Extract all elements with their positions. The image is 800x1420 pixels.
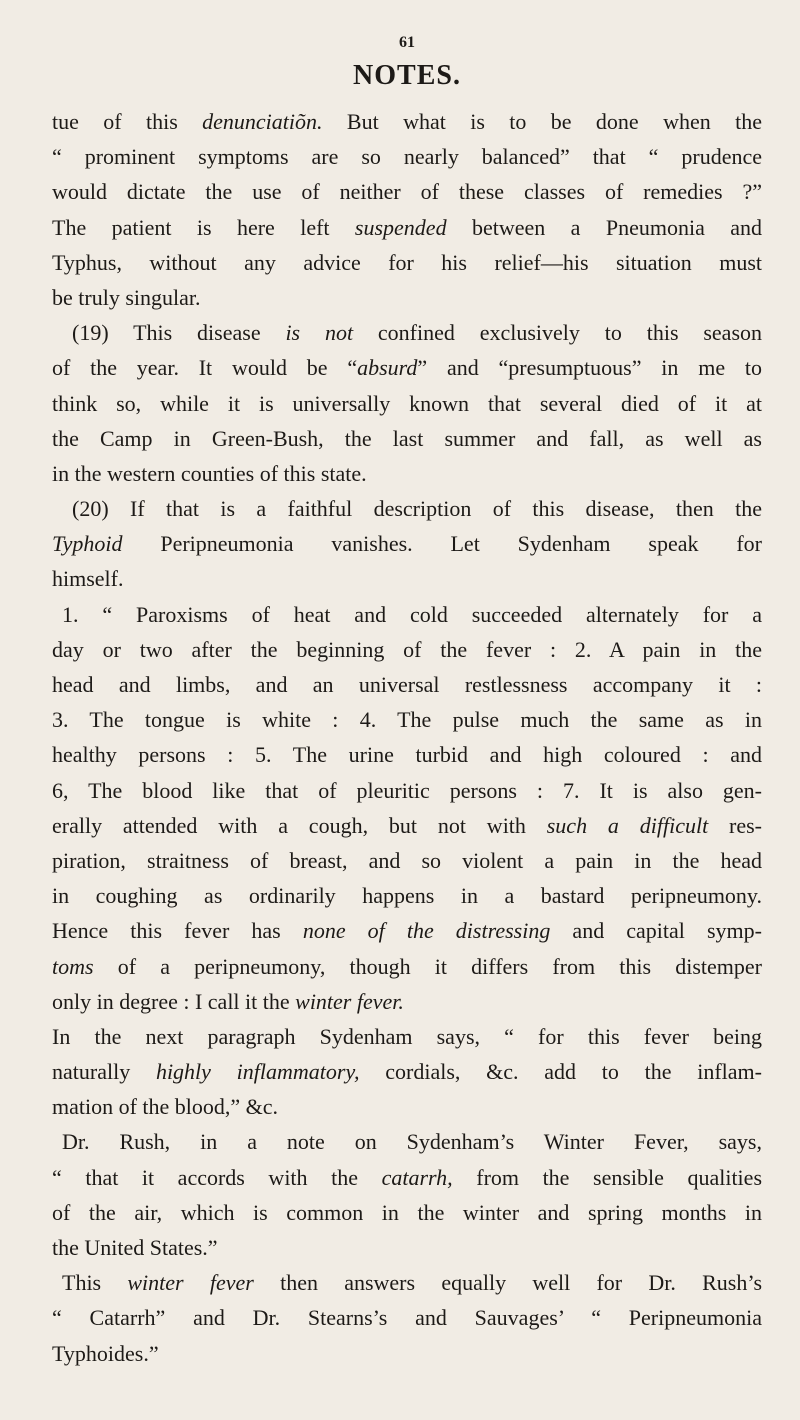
text-line: naturally highly inflammatory, cordials, &c. add to the inflam-	[52, 1059, 762, 1085]
text-line: be truly singular.	[52, 284, 201, 310]
text-line: Typhoid Peripneumonia vanishes. Let Sydenham speak for	[52, 531, 762, 557]
text-line: erally attended with a cough, but not with such a difficult res-	[52, 812, 762, 838]
text-line: tue of this denunciatiõn. But what is to be done when the	[52, 109, 762, 134]
text-line: only in degree : I call it the winter fever.	[52, 988, 404, 1014]
text-line: 1. “ Paroxisms of heat and cold succeeded alternately for a	[62, 601, 762, 627]
text-line: Typhus, without any advice for his relief—his situation must	[52, 249, 762, 275]
text-line: Typhoides.”	[52, 1340, 159, 1366]
text-line: This winter fever then answers equally well for Dr. Rush’s	[62, 1270, 762, 1296]
text-line: “ that it accords with the catarrh, from the sensible qualities	[52, 1164, 762, 1190]
text-line: think so, while it is universally known that several died of it at	[52, 390, 762, 416]
text-line: piration, straitness of breast, and so violent a pain in the head	[52, 847, 762, 873]
text-line: of the year. It would be “absurd” and “presumptuous” in me to	[52, 355, 762, 381]
text-line: in the western counties of this state.	[52, 460, 367, 486]
text-line: (19) This disease is not confined exclusively to this season	[72, 320, 762, 346]
text-line: mation of the blood,” &c.	[52, 1094, 279, 1120]
text-line: Dr. Rush, in a note on Sydenham’s Winter Fever, says,	[62, 1129, 762, 1155]
text-line: healthy persons : 5. The urine turbid and high coloured : and	[52, 742, 762, 768]
page-number: 61	[399, 34, 415, 51]
notes-body	[52, 104, 762, 1371]
text-line: the United States.”	[52, 1235, 218, 1260]
text-line: (20) If that is a faithful description of this disease, then the	[72, 496, 762, 522]
text-line: of the air, which is common in the winter and spring months in	[52, 1199, 762, 1225]
text-line: 3. The tongue is white : 4. The pulse much the same as in	[52, 707, 762, 733]
text-line: Hence this fever has none of the distressing and capital symp-	[52, 918, 762, 944]
text-line: In the next paragraph Sydenham says, “ for this fever being	[52, 1023, 762, 1049]
text-line: himself.	[52, 566, 124, 592]
text-line: 6, The blood like that of pleuritic persons : 7. It is also gen-	[52, 777, 762, 803]
text-line: in coughing as ordinarily happens in a bastard peripneumony.	[52, 883, 762, 909]
text-line: would dictate the use of neither of these classes of remedies ?”	[52, 179, 762, 205]
section-heading: NOTES.	[353, 60, 461, 91]
text-line: The patient is here left suspended between a Pneumonia and	[52, 214, 762, 240]
text-line: head and limbs, and an universal restlessness accompany it :	[52, 672, 762, 697]
text-line: “ Catarrh” and Dr. Stearns’s and Sauvages’ “ Peripneumonia	[52, 1305, 762, 1331]
text-line: day or two after the beginning of the fever : 2. A pain in the	[52, 636, 762, 662]
text-line: the Camp in Green-Bush, the last summer and fall, as well as	[52, 425, 762, 451]
text-line: toms of a peripneumony, though it differs from this distemper	[52, 953, 762, 979]
text-line: “ prominent symptoms are so nearly balanced” that “ prudence	[52, 144, 762, 170]
